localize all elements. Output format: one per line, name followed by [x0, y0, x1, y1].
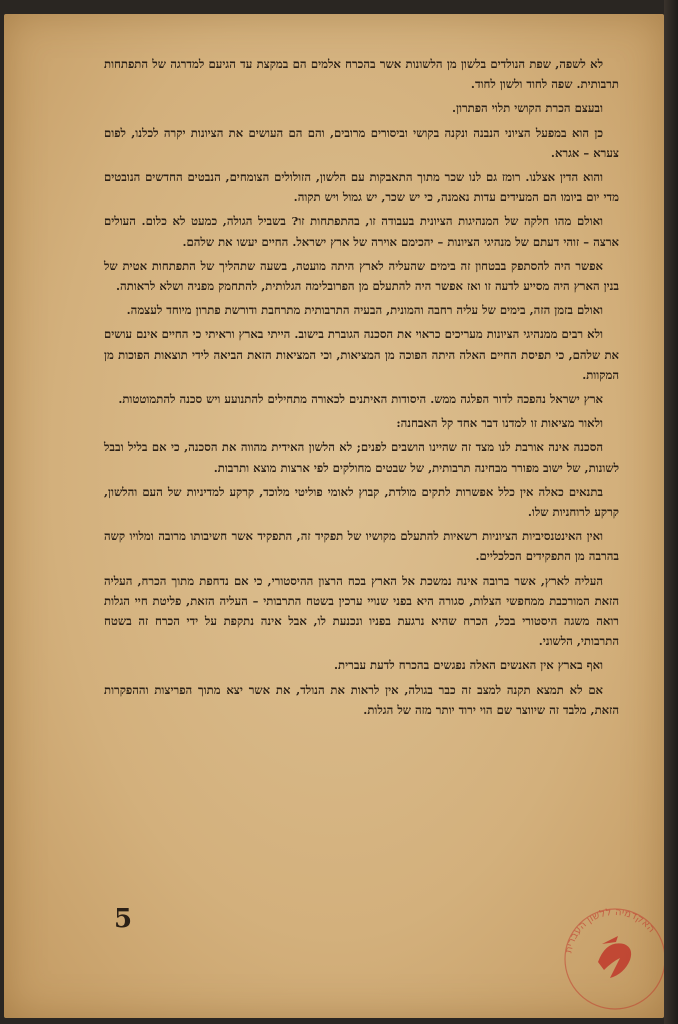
- paragraph: אם לא תמצא תקנה למצב זה כבר בגולה, אין לראות את הנולד, את אשר יצא מתוך הפריצות וההפקרות הזאת, מלבד זה שיווצר שם הוי ירוד יותר מזה של הגלות.: [104, 682, 619, 717]
- paragraph: ולא רבים ממנהיגי הציונות מעריכים כראוי את הסכנה הגוברת בישוב. הייתי בארץ וראיתי כי החיים אינם עושים את שלהם, כי תפיסת החיים האלה היתה הפוכה מן המציאות, וכי המציאות הזאת הביאה לידי תוצאות הפוכות מן המקוות.: [104, 327, 619, 382]
- paragraph: ואולם בזמן הזה, בימים של עליה רחבה והמונית, הבעיה התרבותית מתרחבת ודורשת פתרון מיוחד לעצמה.: [126, 303, 603, 318]
- paragraph: העליה לארץ, אשר ברובה אינה נמשכת אל הארץ בכח הרצון ההיסטורי, כי אם נדחפת מתוך הכרח, העליה הזאת המורכבת ממחפשי הצלות, סגורה היא בפני שנויי ערכין בשטח התרבותי – העליה הזאת, פליטת חיי הגלות רואה משגה היסטורי בכל, הכרח שהיא נרגעת בפניו ונכנעת לו, אבל אינה נתקפת על ידי הכרח זה בשטח התרבותי, הלשוני.: [104, 573, 619, 649]
- paragraph: בתנאים כאלה אין כלל אפשרות לתקים מולדת, קבוץ לאומי פוליטי מלוכד, קרקע למדיניות של העם והלשון, קרקע לרוחניות שלו.: [104, 484, 619, 520]
- paragraph: כן הוא במפעל הציוני הנבנה ונקנה בקושי וביסורים מרובים, והם הם העושים את הציונות יקרה לכלנו, לפום צערא – אגרא.: [104, 125, 619, 160]
- book-spine-edge: [664, 0, 678, 1024]
- paragraph: לא לשפה, שפת הנולדים בלשון מן הלשונות אשר בהכרח אלמים הם במקצת עד הגיעם למדרגה של התפתחות תרבותית. שפה לחוד ולשון לחוד.: [104, 57, 619, 92]
- paragraph: והוא הדין אצלנו. רומז גם לנו שכר מתוך התאבקות עם הלשון, הזולולים הצומחים, הנבטים החדשים הנובטים מדי יום ביומו הם המעידים עדות נאמנה, כי יש שכר, יש גמול ויש תקוה.: [104, 170, 619, 205]
- paragraph: ואולם מהו חלקה של המנהיגות הציונית בעבודה זו, בהתפתחות זו? בשביל הגולה, כמעט לא כלום. העולים ארצה – זוהי דעתם של מנהיגי הציונות – יהכימם אוירה של ארץ ישראל. החיים יעשו את שלהם.: [104, 214, 619, 249]
- paragraph: ולאור מציאות זו למדנו דבר אחד קל האבחנה:: [396, 416, 603, 431]
- paragraph: ובעצם הכרת הקושי תלוי הפתרון.: [452, 101, 603, 116]
- academy-stamp-icon: [560, 904, 670, 1014]
- page-number: 5: [114, 904, 133, 934]
- stamp-text: האקדמיה ללשון העברית: [563, 906, 657, 955]
- paragraph: הסכנה אינה אורבת לנו מצד זה שהיינו הושבים לפנים; לא הלשון האידית מהווה את הסכנה, כי אם בליל ובבל לשונות, של ישוב מפורר מבחינה תרבותית, של שבטים מחולקים לפי ארצות מוצא ותרבות.: [104, 440, 619, 475]
- paragraph: ואין האינטנסיביות הציוניות רשאיות להתעלם מקושיו של תפקיד זה, התפקיד אשר חשיבותו מרובה ומלויו קשה בהרבה מן התפקידים הכלכליים.: [104, 529, 619, 564]
- book-page: [4, 14, 664, 1018]
- page-body-text: [104, 54, 619, 724]
- paragraph: אפשר היה להסתפק בבטחון זה בימים שהעליה לארץ היתה מועטה, בשעה שתהליך של התפתחות אטית של בנין הארץ היה מסייע לדעה זו ואז אפשר היה להתעלם מן הפרובלימה הגלותית, להתחמק מפניה ושלא לראותה.: [104, 258, 619, 294]
- paragraph: ארץ ישראל נהפכה לדור הפלגה ממש. היסודות האיתנים לכאורה מתחילים להתנועע ויש סכנה להתמוטטות.: [118, 392, 603, 407]
- paragraph: ואף בארץ אין האנשים האלה נפגשים בהכרח לדעת עברית.: [334, 658, 603, 673]
